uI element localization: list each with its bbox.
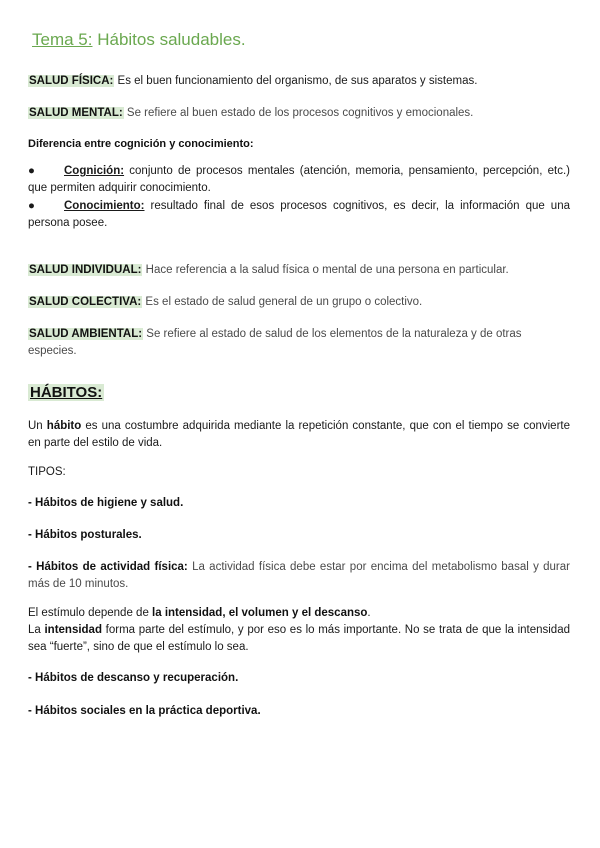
estimulo-pre: El estímulo depende de	[28, 607, 153, 619]
salud-individual-text: Hace referencia a la salud física o mental de una persona en particular.	[142, 264, 509, 276]
tipo-actividad-text: La actividad física debe estar por encima del metabolismo basal y durar más de 10 minutos.	[28, 561, 570, 590]
salud-fisica-label: SALUD FÍSICA:	[29, 75, 114, 87]
cognicion-label: Cognición:	[64, 165, 125, 177]
diferencia-heading: Diferencia entre cognición y conocimiento:	[28, 138, 254, 150]
intensidad-pre: La	[28, 624, 45, 636]
salud-fisica-text: Es el buen funcionamiento del organismo, de sus aparatos y sistemas.	[114, 75, 478, 87]
salud-colectiva-paragraph	[28, 294, 570, 311]
habito-definition	[28, 418, 570, 452]
salud-ambiental-label: SALUD AMBIENTAL:	[29, 328, 143, 340]
tipos-label: TIPOS:	[28, 466, 66, 478]
intensidad-paragraph	[28, 622, 570, 656]
conocimiento-text: resultado final de esos procesos cognitivos, es decir, la información que una persona posee.	[28, 200, 570, 229]
tipo-actividad-paragraph	[28, 559, 570, 593]
salud-ambiental-paragraph	[28, 326, 570, 360]
conocimiento-label: Conocimiento:	[64, 200, 145, 212]
cognicion-text: conjunto de procesos mentales (atención, memoria, pensamiento, percepción, etc.) que permiten adquirir conocimiento.	[28, 165, 570, 194]
estimulo-post: .	[367, 607, 371, 619]
habito-def-post: es una costumbre adquirida mediante la repetición constante, que con el tiempo se convierte en parte del estilo de vida.	[28, 420, 570, 449]
salud-colectiva-label: SALUD COLECTIVA:	[29, 296, 142, 308]
salud-individual-label: SALUD INDIVIDUAL:	[29, 264, 142, 276]
cognicion-bullet-item	[28, 163, 570, 197]
bullet-icon: ●	[28, 165, 35, 177]
tipo-posturales: - Hábitos posturales.	[28, 529, 142, 541]
salud-mental-text: Se refiere al buen estado de los procesos cognitivos y emocionales.	[123, 107, 474, 119]
salud-fisica-paragraph	[28, 73, 570, 90]
salud-colectiva-text: Es el estado de salud general de un grupo o colectivo.	[142, 296, 423, 308]
salud-individual-paragraph	[28, 262, 570, 279]
title-rest: Hábitos saludables.	[92, 30, 246, 49]
salud-mental-label: SALUD MENTAL:	[29, 107, 123, 119]
salud-ambiental-text: Se refiere al estado de salud de los elementos de la naturaleza y de otras especies.	[28, 328, 522, 357]
bullet-icon: ●	[28, 200, 35, 212]
title-prefix: Tema 5:	[32, 30, 93, 49]
habito-word: hábito	[46, 420, 82, 432]
tipo-higiene: - Hábitos de higiene y salud.	[28, 497, 184, 509]
tipo-descanso: - Hábitos de descanso y recuperación.	[28, 672, 239, 684]
page-title	[32, 30, 246, 50]
tipo-actividad-label: - Hábitos de actividad física:	[28, 561, 188, 573]
estimulo-paragraph	[28, 605, 570, 622]
habitos-heading: HÁBITOS:	[30, 384, 103, 401]
habito-def-pre: Un	[28, 420, 47, 432]
estimulo-bold: la intensidad, el volumen y el descanso	[152, 607, 368, 619]
intensidad-post: forma parte del estímulo, y por eso es lo más importante. No se trata de que la intensidad sea “fuerte”, sino de que el estímulo lo sea.	[28, 624, 570, 653]
intensidad-bold: intensidad	[44, 624, 102, 636]
salud-mental-paragraph	[28, 105, 570, 122]
conocimiento-bullet-item	[28, 198, 570, 232]
tipo-sociales: - Hábitos sociales en la práctica deportiva.	[28, 705, 261, 717]
